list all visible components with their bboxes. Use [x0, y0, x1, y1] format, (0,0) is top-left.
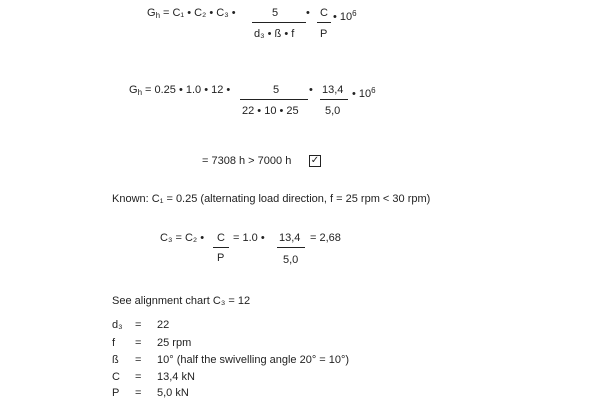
formula-numeric-dot: •	[309, 84, 313, 96]
formula-general-frac2-den: P	[320, 28, 328, 40]
variable-equals: =	[135, 371, 142, 383]
formula-general-frac2-line	[317, 22, 331, 23]
formula-c3-result: = 2,68	[310, 232, 341, 244]
formula-numeric-frac1-den: 22 • 10 • 25	[242, 105, 299, 117]
formula-general-frac1-line	[252, 22, 306, 23]
variable-equals: =	[135, 387, 142, 399]
variable-equals: =	[135, 354, 142, 366]
formula-general-coeffs: = C₁ • C₂ • C₃ •	[163, 7, 236, 19]
formula-numeric-tail: • $10^6$	[352, 86, 376, 100]
formula-general-dot: •	[306, 7, 310, 19]
variable-symbol: P	[112, 387, 120, 399]
variable-symbol: C	[112, 371, 120, 383]
formula-numeric-frac1-line	[240, 99, 308, 100]
formula-c3-frac2-num: 13,4	[279, 232, 301, 244]
variable-value: 10° (half the swivelling angle 20° = 10°)	[157, 354, 350, 366]
checkmark-icon: ✓	[310, 155, 320, 166]
formula-numeric-frac2-line	[320, 99, 348, 100]
formula-general-tail: • $10^6$	[333, 9, 357, 23]
formula-general-frac1-num: 5	[272, 7, 279, 19]
formula-numeric-frac2-den: 5,0	[325, 105, 341, 117]
formula-numeric-frac2-num: 13,4	[322, 84, 344, 96]
alignment-chart-note: See alignment chart C₃ = 12	[112, 295, 251, 307]
variable-symbol: ß	[112, 354, 119, 366]
formula-c3-frac1-line	[213, 247, 229, 248]
result-text: = 7308 h > 7000 h	[202, 155, 292, 167]
formula-general-lhs: $G_h$	[147, 7, 161, 20]
variable-equals: =	[135, 319, 142, 331]
variable-value: 25 rpm	[157, 337, 192, 349]
formula-numeric-coeffs: = 0.25 • 1.0 • 12 •	[145, 84, 231, 96]
formula-numeric-lhs: $G_h$	[129, 84, 143, 97]
variable-value: 22	[157, 319, 170, 331]
formula-general-frac2-num: C	[320, 7, 328, 19]
formula-numeric-frac1-num: 5	[273, 84, 280, 96]
known-text: Known: C₁ = 0.25 (alternating load direction, f = 25 rpm < 30 rpm)	[112, 193, 431, 205]
variable-value: 5,0 kN	[157, 387, 189, 399]
variable-symbol: d₃	[112, 319, 123, 331]
formula-c3-lhs: C₃ = C₂ •	[160, 232, 205, 244]
formula-c3-frac2-den: 5,0	[283, 254, 299, 266]
variable-equals: =	[135, 337, 142, 349]
formula-c3-mid: = 1.0 •	[233, 232, 265, 244]
formula-c3-frac2-line	[277, 247, 305, 248]
formula-c3-frac1-num: C	[217, 232, 225, 244]
variable-symbol: f	[112, 337, 116, 349]
variable-value: 13,4 kN	[157, 371, 195, 383]
formula-c3-frac1-den: P	[217, 252, 225, 264]
formula-general-frac1-den: d₃ • ß • f	[254, 28, 295, 40]
